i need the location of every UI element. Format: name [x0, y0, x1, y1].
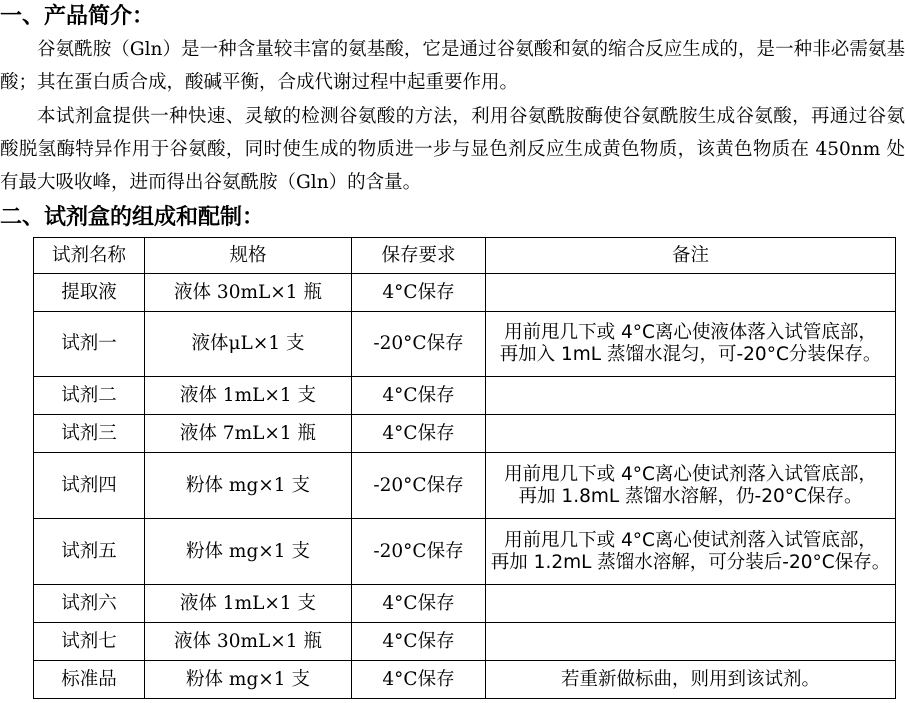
cell-reagent-name: 提取液: [34, 274, 145, 312]
cell-notes: [486, 519, 896, 585]
table-row: [34, 377, 896, 415]
table-row: [34, 585, 896, 623]
cell-specification: 液体 30mL×1 瓶: [145, 274, 352, 312]
note-line: 用前甩几下或 4°C离心使试剂落入试管底部，: [504, 463, 877, 485]
cell-storage: -20°C保存: [352, 519, 486, 585]
note-line: 用前甩几下或 4°C离心使试剂落入试管底部，: [504, 529, 877, 551]
cell-reagent-name: 试剂二: [34, 377, 145, 415]
table-row: [34, 415, 896, 453]
cell-specification: 液体 7mL×1 瓶: [145, 415, 352, 453]
section-heading-kit-composition: 二、试剂盒的组成和配制：: [0, 205, 265, 230]
cell-reagent-name: 试剂四: [34, 453, 145, 519]
cell-reagent-name: 标准品: [34, 661, 145, 699]
table-row: [34, 453, 896, 519]
cell-storage: 4°C保存: [352, 661, 486, 699]
section-heading-product-intro: 一、产品简介：: [0, 4, 155, 29]
cell-reagent-name: 试剂一: [34, 312, 145, 377]
reagent-table: [33, 237, 896, 699]
cell-notes: [486, 312, 896, 377]
cell-specification: 粉体 mg×1 支: [145, 453, 352, 519]
header-reagent-name: 试剂名称: [34, 238, 145, 274]
cell-storage: 4°C保存: [352, 623, 486, 661]
cell-reagent-name: 试剂三: [34, 415, 145, 453]
table-row: [34, 519, 896, 585]
note-line: 再加 1.8mL 蒸馏水溶解，仍-20°C保存。: [518, 485, 863, 507]
cell-reagent-name: 试剂五: [34, 519, 145, 585]
note-line: 再加 1.2mL 蒸馏水溶解，可分装后-20°C保存。: [490, 551, 891, 573]
cell-storage: -20°C保存: [352, 312, 486, 377]
note-line: 用前甩几下或 4°C离心使液体落入试管底部，: [504, 322, 877, 343]
cell-specification: 粉体 mg×1 支: [145, 519, 352, 585]
table-row: [34, 312, 896, 377]
header-specification: 规格: [145, 238, 352, 274]
cell-notes: [486, 453, 896, 519]
cell-storage: 4°C保存: [352, 274, 486, 312]
table-row: [34, 661, 896, 699]
intro-paragraph-2: 本试剂盒提供一种快速、灵敏的检测谷氨酸的方法，利用谷氨酰胺酶使谷氨酰胺生成谷氨酸，再通过谷氨酸脱氢酶特异作用于谷氨酸，同时使生成的物质进一步与显色剂反应生成黄色物质，该黄色物质在 450nm 处有最大吸收峰，进而得出谷氨酰胺（Gln）的含量。: [0, 106, 905, 193]
cell-storage: 4°C保存: [352, 585, 486, 623]
table-row: [34, 274, 896, 312]
cell-reagent-name: 试剂六: [34, 585, 145, 623]
cell-notes: [486, 415, 896, 453]
cell-specification: 粉体 mg×1 支: [145, 661, 352, 699]
intro-paragraph-1: 谷氨酰胺（Gln）是一种含量较丰富的氨基酸，它是通过谷氨酸和氨的缩合反应生成的，是一种非必需氨基酸；其在蛋白质合成，酸碱平衡，合成代谢过程中起重要作用。: [0, 39, 905, 93]
table-row: [34, 623, 896, 661]
cell-specification: 液体 30mL×1 瓶: [145, 623, 352, 661]
cell-notes: [486, 623, 896, 661]
note-line: 再加入 1mL 蒸馏水混匀，可-20°C分装保存。: [499, 344, 882, 365]
cell-specification: 液体μL×1 支: [145, 312, 352, 377]
cell-notes: [486, 377, 896, 415]
cell-storage: 4°C保存: [352, 377, 486, 415]
cell-storage: -20°C保存: [352, 453, 486, 519]
cell-notes: [486, 274, 896, 312]
cell-notes: [486, 585, 896, 623]
cell-reagent-name: 试剂七: [34, 623, 145, 661]
cell-specification: 液体 1mL×1 支: [145, 377, 352, 415]
header-storage: 保存要求: [352, 238, 486, 274]
cell-storage: 4°C保存: [352, 415, 486, 453]
cell-notes: 若重新做标曲，则用到该试剂。: [486, 661, 896, 699]
header-notes: 备注: [486, 238, 896, 274]
cell-specification: 液体 1mL×1 支: [145, 585, 352, 623]
table-header-row: [34, 238, 896, 274]
